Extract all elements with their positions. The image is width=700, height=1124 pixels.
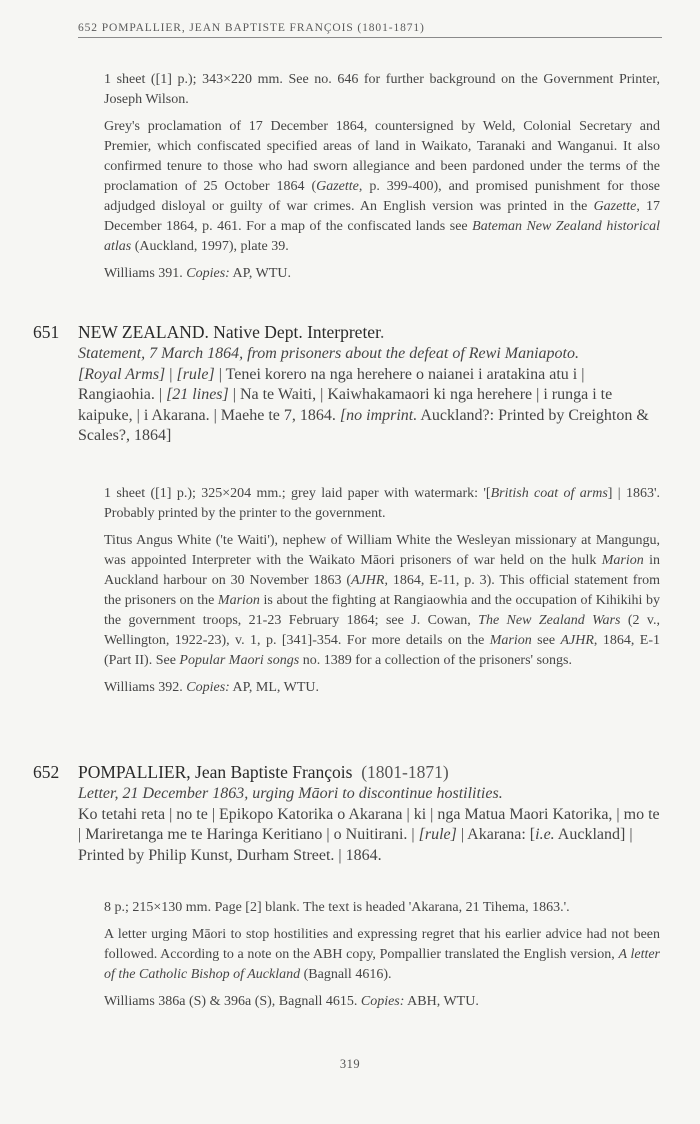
entry-651-notes <box>104 484 660 698</box>
note-paragraph: Titus Angus White ('te Waiti'), nephew of William White the Wesleyan missionary at Mangungu, was appointed Interpreter with the Waikato Māori prisoners of war held on the hulk Marion in Auckland harbour on 30 November 1863 (AJHR, 1864, E-11, p. 3). This official statement from the prisoners on the Marion is about the fighting at Rangiaowhia and the occupation of Kihikihi by the government troops, 21-23 February 1864; see J. Cowan, The New Zealand Wars (2 v., Wellington, 1922-23), v. 1, p. [341]-354. For more details on the Marion see AJHR, 1864, E-1 (Part II). See Popular Maori songs no. 1389 for a collection of the prisoners' songs. <box>104 533 661 668</box>
page-number: 319 <box>339 1057 361 1071</box>
transcription: Ko tetahi reta | no te | Epikopo Katorika o Akarana | ki | nga Matua Maori Katorika, | mo te | Mariretanga me te Haringa Keritiano | o Nuitirani. | [rule] | Akarana: [i.e. Auckland] | Printed by Philip Kunst, Durham Street. | 1864. <box>78 805 660 864</box>
entry-heading: NEW ZEALAND. Native Dept. Interpreter. <box>78 322 385 342</box>
entry-heading: POMPALLIER, Jean Baptiste François (1801-1871) <box>78 762 449 782</box>
entry-title: Statement, 7 March 1864, from prisoners about the defeat of Rewi Maniapoto. <box>78 345 579 362</box>
note-paragraph: Grey's proclamation of 17 December 1864, countersigned by Weld, Colonial Secretary and Premier, which confiscated specified areas of land in Waikato, Taranaki and Wanganui. It also confirmed tenure to those who had sworn allegiance and been pardoned under the terms of the proclamation of 25 October 1864 (Gazette, p. 399-400), and promised punishment for those adjudged disloyal or guilty of war crimes. An English version was printed in the Gazette, 17 December 1864, p. 461. For a map of the confiscated lands see Bateman New Zealand historical atlas (Auckland, 1997), plate 39. <box>104 119 660 254</box>
physical-description: 8 p.; 215×130 mm. Page [2] blank. The text is headed 'Akarana, 21 Tihema, 1863.'. <box>104 900 570 915</box>
physical-description: 1 sheet ([1] p.); 343×220 mm. See no. 646 for further background on the Government Printer, Joseph Wilson. <box>104 72 660 107</box>
references-line: Williams 386a (S) & 396a (S), Bagnall 4615. Copies: ABH, WTU. <box>104 994 479 1009</box>
entry-652-title-block <box>78 784 662 866</box>
note-paragraph: A letter urging Māori to stop hostilities and expressing regret that his earlier advice had not been followed. According to a note on the ABH copy, Pompallier translated the English version, A letter of the Catholic Bishop of Auckland (Bagnall 4616). <box>104 927 661 982</box>
running-head-rule <box>78 37 662 38</box>
references-line: Williams 392. Copies: AP, ML, WTU. <box>104 680 320 695</box>
physical-description: 1 sheet ([1] p.); 325×204 mm.; grey laid paper with watermark: '[British coat of arms] | 1863'. Probably printed by the printer to the government. <box>104 486 660 521</box>
entry-number: 652 <box>33 762 60 782</box>
running-head: 652 POMPALLIER, JEAN BAPTISTE FRANÇOIS (1801-1871) <box>78 22 425 34</box>
references-line: Williams 391. Copies: AP, WTU. <box>104 266 292 281</box>
transcription: [Royal Arms] | [rule] | Tenei korero na nga herehere o naianei i aratakina atu i | Rangiaohia. | [21 lines] | Na te Waiti, | Kaiwhakamaori ki nga herehere | i runga i te kaipuke, | i Akarana. | Maehe te 7, 1864. [no imprint. Auckland?: Printed by Creighton & Scales?, 1864] <box>78 365 649 444</box>
entry-652-notes <box>104 898 660 1012</box>
entry-651-title-block <box>78 344 662 447</box>
entry-number: 651 <box>33 322 60 342</box>
entry-650-continuation <box>104 70 660 284</box>
entry-title: Letter, 21 December 1863, urging Māori to discontinue hostilities. <box>78 785 503 802</box>
